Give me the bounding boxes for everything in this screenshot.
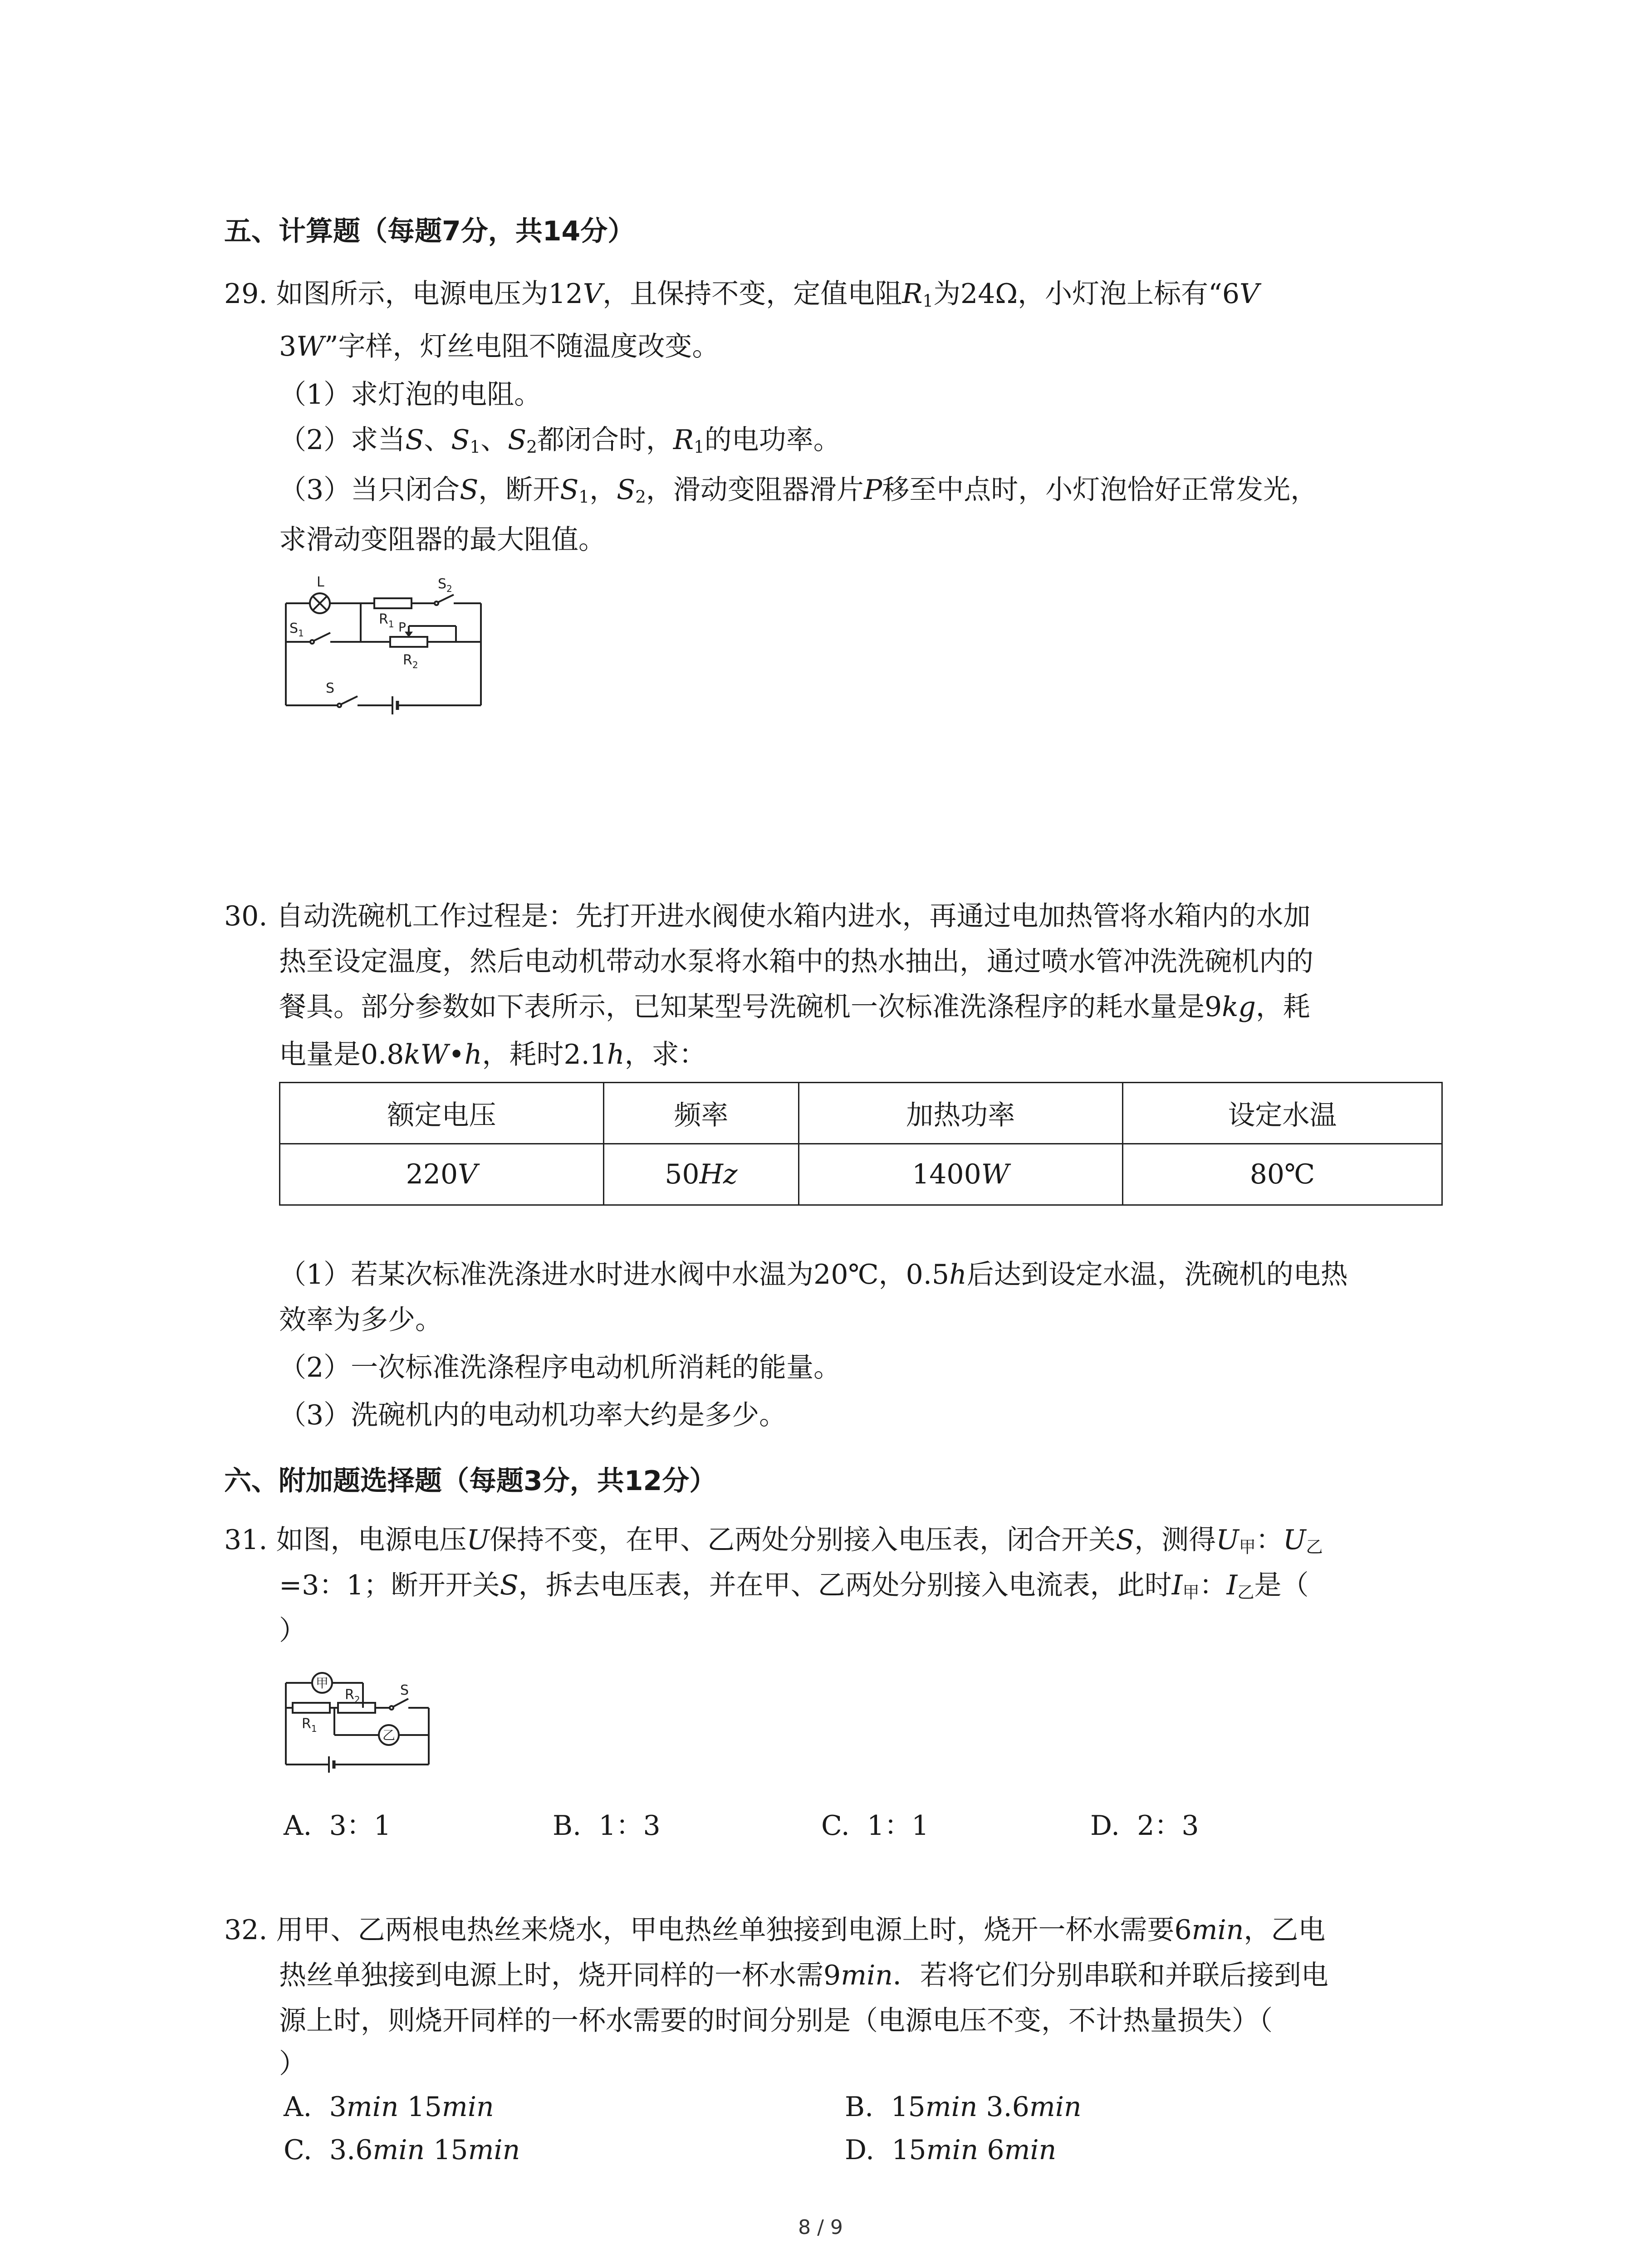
q29-label-R2: $R_2$: [403, 652, 418, 670]
table-header-row: [280, 1083, 1442, 1144]
table-cell: 50Hz: [604, 1144, 799, 1205]
page-number: 8 / 9: [798, 2216, 843, 2239]
q30-sub1-line2: 效率为多少。: [279, 1304, 442, 1336]
q32-line4: ）: [279, 2048, 306, 2080]
table-header-cell: 额定电压: [280, 1083, 604, 1144]
q30-sub1-line1: （1）若某次标准洗涤进水时进水阀中水温为20℃，0.5h后达到设定水温，洗碗机的电热: [279, 1259, 1348, 1290]
q31-line3: ）: [279, 1615, 306, 1647]
q29-label-R1: $R_1$: [379, 611, 394, 630]
table-cell: 80℃: [1122, 1144, 1442, 1205]
q29-label-S1: $S_1$: [289, 621, 304, 639]
q31-label-R1: $R_1$: [302, 1716, 317, 1734]
q29-sub2: （2）求当S、$S_1$、$S_2$都闭合时，$R_1$的电功率。: [279, 424, 841, 457]
q30-sub2: （2）一次标准洗涤程序电动机所消耗的能量。: [279, 1352, 841, 1383]
section5-title: 五、计算题（每题7分，共14分）: [224, 215, 635, 247]
q29-line2: 3W”字样，灯丝电阻不随温度改变。: [279, 331, 720, 362]
q29-label-L: L: [317, 574, 324, 590]
q31-meter-jia: 甲: [315, 1676, 329, 1691]
q29-line1: 29. 如图所示，电源电压为12V，且保持不变，定值电阻$R_1$为24Ω，小灯泡上标有“6V: [224, 278, 1259, 311]
table-row: [280, 1144, 1442, 1205]
q30-parameter-table: [279, 1082, 1443, 1206]
q32-option-b[interactable]: B. 15min 3.6min: [845, 2091, 1082, 2123]
q31-line1: 31. 如图，电源电压U保持不变，在甲、乙两处分别接入电压表，闭合开关S，测得$U_甲$：$U_乙$: [224, 1524, 1323, 1557]
q32-line1: 32. 用甲、乙两根电热丝来烧水，甲电热丝单独接到电源上时，烧开一杯水需要6min，乙电: [224, 1914, 1326, 1946]
q31-label-R2: $R_2$: [345, 1687, 360, 1705]
q32-option-a[interactable]: A. 3min 15min: [284, 2091, 494, 2123]
q31-circuit-diagram: [277, 1656, 445, 1774]
q29-label-P: P: [398, 620, 406, 635]
q29-label-S2: $S_2$: [438, 576, 452, 594]
q31-option-c[interactable]: C. 1：1: [821, 1810, 929, 1842]
q29-sub3-line2: 求滑动变阻器的最大阻值。: [279, 524, 606, 556]
q29-circuit-diagram: [277, 569, 513, 719]
q29-label-S: S: [326, 680, 335, 696]
q31-meter-yi: 乙: [382, 1728, 396, 1743]
q30-line2: 热至设定温度，然后电动机带动水泵将水箱中的热水抽出，通过喷水管冲洗洗碗机内的: [279, 946, 1313, 978]
q32-line2: 热丝单独接到电源上时，烧开同样的一杯水需9min．若将它们分别串联和并联后接到电: [279, 1960, 1328, 1991]
q30-line3: 餐具。部分参数如下表所示，已知某型号洗碗机一次标准洗涤程序的耗水量是9kg，耗: [279, 991, 1310, 1023]
q30-sub3: （3）洗碗机内的电动机功率大约是多少。: [279, 1399, 787, 1431]
q30-line4: 电量是0.8kW•h，耗时2.1h，求：: [279, 1039, 706, 1070]
q32-line3: 源上时，则烧开同样的一杯水需要的时间分别是（电源电压不变，不计热量损失）（: [279, 2005, 1273, 2037]
q30-line1: 30. 自动洗碗机工作过程是：先打开进水阀使水箱内进水，再通过电加热管将水箱内的水加: [224, 900, 1311, 932]
q32-option-d[interactable]: D. 15min 6min: [845, 2134, 1057, 2166]
section6-title: 六、附加题选择题（每题3分，共12分）: [224, 1465, 717, 1497]
q31-option-b[interactable]: B. 1：3: [553, 1810, 661, 1842]
q29-sub3-line1: （3）当只闭合S，断开$S_1$，$S_2$，滑动变阻器滑片P移至中点时，小灯泡恰好正常发光，: [279, 474, 1318, 507]
q32-option-c[interactable]: C. 3.6min 15min: [284, 2134, 520, 2166]
table-cell: 220V: [280, 1144, 604, 1205]
q31-option-a[interactable]: A. 3：1: [284, 1810, 391, 1842]
table-header-cell: 设定水温: [1122, 1083, 1442, 1144]
table-cell: 1400W: [798, 1144, 1122, 1205]
q31-line2: =3：1；断开开关S，拆去电压表，并在甲、乙两处分别接入电流表，此时$I_甲$：$I_乙$是（: [279, 1569, 1309, 1603]
q31-label-S: S: [400, 1682, 409, 1698]
q31-option-d[interactable]: D. 2：3: [1090, 1810, 1199, 1842]
q29-sub1: （1）求灯泡的电阻。: [279, 379, 542, 411]
table-header-cell: 加热功率: [798, 1083, 1122, 1144]
table-header-cell: 频率: [604, 1083, 799, 1144]
